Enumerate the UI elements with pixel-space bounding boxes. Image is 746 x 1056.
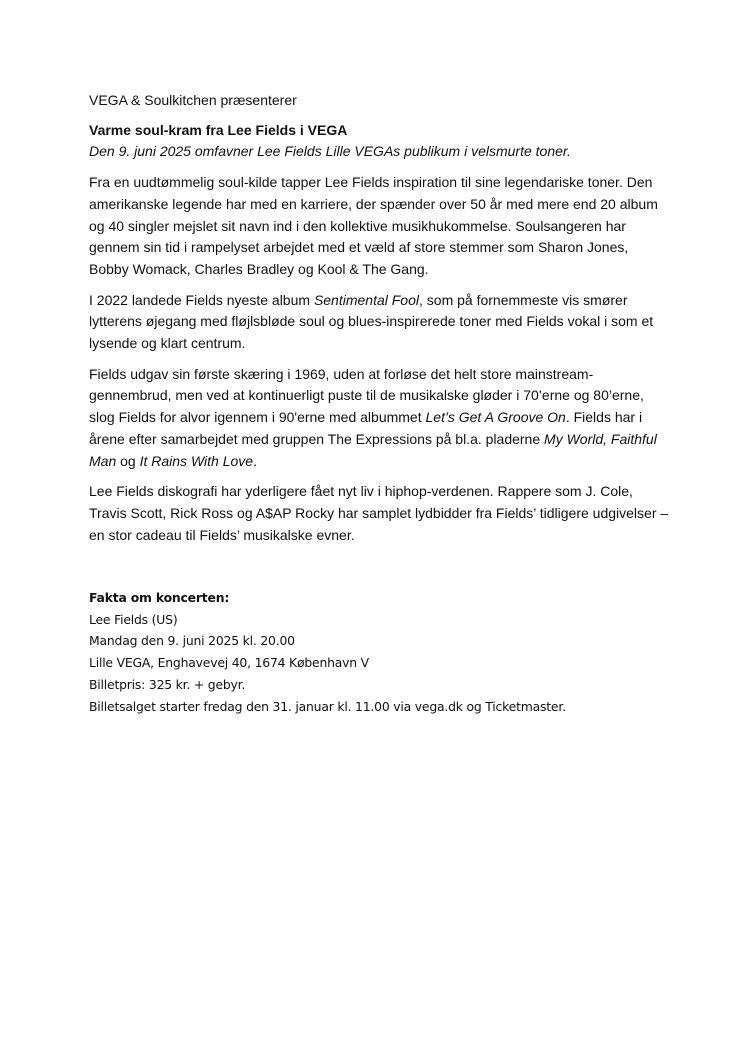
facts-venue: Lille VEGA, Enghavevej 40, 1674 København V xyxy=(89,655,369,671)
facts-artist: Lee Fields (US) xyxy=(89,611,178,627)
album-title-my-world: My World, Faithful Man xyxy=(89,430,657,469)
album-title-it-rains: It Rains With Love xyxy=(139,452,254,469)
paragraph-3-text-4: . xyxy=(253,452,257,469)
press-release-body xyxy=(89,90,669,555)
facts-price: Billetpris: 325 kr. + gebyr. xyxy=(89,676,246,692)
facts-title: Fakta om koncerten: xyxy=(89,590,230,605)
paragraph-1: Fra en uudtømmelig soul-kilde tapper Lee Fields inspiration til sine legendariske toner. Den amerikanske legende har med en karriere, der spænder over 50 år med mere end 20 album og 40 singler mejslet sit navn ind i den kollektive musikhukommelse. Soulsangeren har gennem sin tid i rampelyset arbejdet med et væld af store stemmer som Sharon Jones, Bobby Womack, Charles Bradley og Kool & The Gang. xyxy=(89,174,658,277)
concert-facts xyxy=(89,587,689,717)
facts-sale: Billetsalget starter fredag den 31. januar kl. 11.00 via vega.dk og Ticketmaster. xyxy=(89,698,566,714)
facts-date: Mandag den 9. juni 2025 kl. 20.00 xyxy=(89,633,295,649)
paragraph-3-text-2: . Fields har i årene efter samarbejdet med gruppen The Expressions på bl.a. pladerne xyxy=(89,409,643,447)
subheadline: Den 9. juni 2025 omfavner Lee Fields Lille VEGAs publikum i velsmurte toner. xyxy=(89,143,571,160)
paragraph-3 xyxy=(89,364,669,473)
headline: Varme soul-kram fra Lee Fields i VEGA xyxy=(89,121,348,138)
album-title-sentimental-fool: Sentimental Fool xyxy=(313,291,419,308)
paragraph-3-text-1: Fields udgav sin første skæring i 1969, uden at forløse det helt store mainstream-gennembrud, men ved at kontinuerligt puste til de musikalske gløder i 70’erne og 80’erne, slog Fields for alvor igennem i 90'erne med albummet xyxy=(89,365,644,426)
paragraph-2 xyxy=(89,290,669,355)
presenter-line: VEGA & Soulkitchen præsenterer xyxy=(89,92,297,108)
album-title-groove-on: Let’s Get A Groove On xyxy=(425,409,566,426)
paragraph-4: Lee Fields diskografi har yderligere fået nyt liv i hiphop-verdenen. Rappere som J. Cole, Travis Scott, Rick Ross og A$AP Rocky har samplet lydbidder fra Fields’ tidligere udgivelser – en stor cadeau til Fields’ musikalske evner. xyxy=(89,483,669,543)
paragraph-3-text-3: og xyxy=(116,452,140,469)
paragraph-2-text-2: , som på fornemmeste vis smører lytterens øjegang med fløjlsbløde soul og blues-inspirerede toner med Fields vokal i som et lysende og klart centrum. xyxy=(89,291,654,352)
paragraph-2-text-1: I 2022 landede Fields nyeste album xyxy=(89,291,314,308)
